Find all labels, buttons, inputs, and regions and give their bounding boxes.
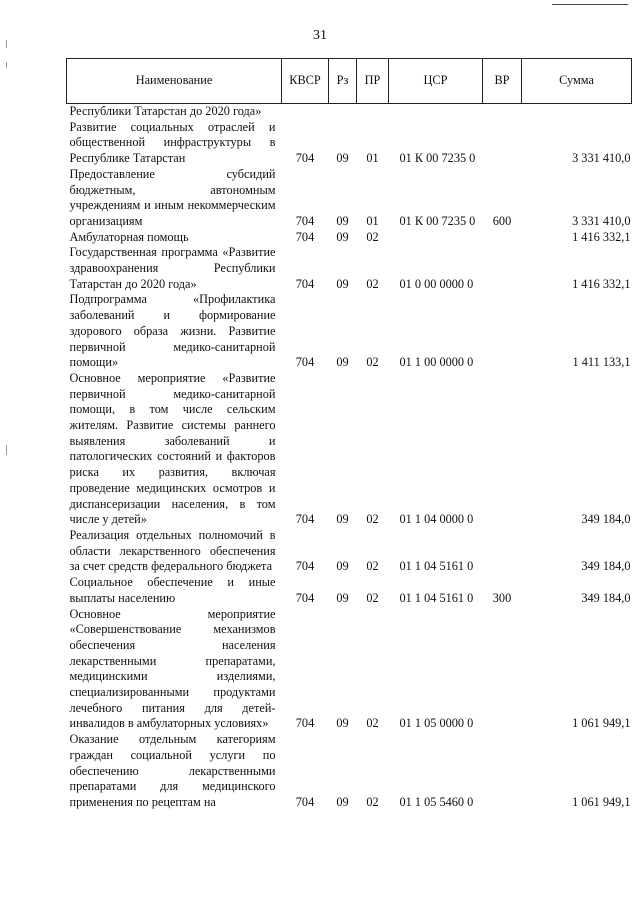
cell-rz: 09 xyxy=(336,151,349,166)
table-row xyxy=(67,104,632,120)
cell-vr xyxy=(483,528,522,575)
cell-pr: 01 xyxy=(366,213,379,228)
cell-csr: 01 0 00 0000 0 xyxy=(399,276,474,291)
scan-edge-mark xyxy=(6,62,7,68)
cell-sum: 1 411 133,1 xyxy=(572,355,631,370)
cell-rz: 09 xyxy=(336,512,349,527)
cell-sum: 1 061 949,1 xyxy=(572,716,631,731)
cell-name: Республики Татарстан до 2020 года» xyxy=(69,104,262,118)
cell-vr: 300 xyxy=(492,590,512,605)
col-header-sum: Сумма xyxy=(522,59,632,104)
cell-kvsr: 704 xyxy=(295,276,315,291)
cell-pr: 02 xyxy=(366,276,379,291)
cell-rz xyxy=(329,104,357,120)
cell-pr: 02 xyxy=(366,229,379,244)
col-header-kvsr: КВСР xyxy=(282,59,329,104)
cell-kvsr: 704 xyxy=(295,355,315,370)
page-number: 31 xyxy=(313,28,327,43)
col-header-rz: Рз xyxy=(329,59,357,104)
col-header-csr: ЦСР xyxy=(389,59,483,104)
cell-kvsr xyxy=(282,104,329,120)
cell-sum: 1 416 332,1 xyxy=(572,229,631,244)
corner-rule xyxy=(552,4,628,5)
cell-sum: 3 331 410,0 xyxy=(572,151,631,166)
cell-rz: 09 xyxy=(336,559,349,574)
cell-rz: 09 xyxy=(336,276,349,291)
cell-rz: 09 xyxy=(336,213,349,228)
cell-csr: 01 1 04 5161 0 xyxy=(399,559,474,574)
cell-kvsr: 704 xyxy=(295,512,315,527)
cell-kvsr: 704 xyxy=(295,151,315,166)
cell-kvsr: 704 xyxy=(295,229,315,244)
cell-name: Предоставление субсидий бюджетным, автономным учреждениям и иным некоммерческим организациям xyxy=(69,166,276,228)
cell-rz: 09 xyxy=(336,590,349,605)
cell-pr: 02 xyxy=(366,716,379,731)
table-row xyxy=(67,732,632,811)
cell-name: Государственная программа «Развитие здравоохранения Республики Татарстан до 2020 года» xyxy=(69,245,276,291)
col-header-name: Наименование xyxy=(67,59,282,104)
table-row xyxy=(67,528,632,575)
cell-name: Развитие социальных отраслей и общественной инфраструктуры в Республике Татарстан xyxy=(69,119,276,166)
cell-kvsr: 704 xyxy=(295,716,315,731)
table-row xyxy=(67,607,632,733)
cell-csr: 01 1 00 0000 0 xyxy=(399,355,474,370)
header-row xyxy=(67,59,632,104)
cell-vr xyxy=(483,245,522,292)
cell-kvsr: 704 xyxy=(295,590,315,605)
cell-csr: 01 1 04 0000 0 xyxy=(399,512,474,527)
cell-sum xyxy=(522,104,632,120)
cell-csr: 01 1 05 0000 0 xyxy=(399,716,474,731)
budget-table xyxy=(66,58,632,811)
cell-name: Основное мероприятие «Развитие первичной медико-санитарной помощи, в том числе сельским жителям. Развитие системы раннего выявления заболеваний и патологических состояний и факторов риска их развития, включая проведение медицинских осмотров и диспансеризации населения, в том числе у детей» xyxy=(69,370,276,527)
table-body xyxy=(67,104,632,811)
cell-kvsr: 704 xyxy=(295,794,315,809)
cell-rz: 09 xyxy=(336,229,349,244)
cell-name: Реализация отдельных полномочий в области лекарственного обеспечения за счет средств федерального бюджета xyxy=(69,527,276,574)
table-row xyxy=(67,230,632,246)
cell-sum: 349 184,0 xyxy=(581,559,631,574)
cell-rz: 09 xyxy=(336,355,349,370)
col-header-vr: ВР xyxy=(483,59,522,104)
cell-sum: 349 184,0 xyxy=(581,512,631,527)
table-row xyxy=(67,292,632,371)
cell-name: Подпрограмма «Профилактика заболеваний и формирование здорового образа жизни. Развитие первичной медико-санитарной помощи» xyxy=(69,292,276,370)
cell-kvsr: 704 xyxy=(295,559,315,574)
table-row xyxy=(67,245,632,292)
cell-csr: 01 К 00 7235 0 xyxy=(399,151,476,166)
scan-edge-mark xyxy=(6,445,7,455)
cell-pr: 02 xyxy=(366,512,379,527)
cell-vr xyxy=(483,371,522,528)
cell-csr: 01 К 00 7235 0 xyxy=(399,213,476,228)
cell-csr: 01 1 04 5161 0 xyxy=(399,590,474,605)
cell-pr: 02 xyxy=(366,355,379,370)
cell-pr: 01 xyxy=(366,151,379,166)
cell-rz: 09 xyxy=(336,716,349,731)
cell-pr xyxy=(357,104,389,120)
cell-kvsr: 704 xyxy=(295,213,315,228)
table-row xyxy=(67,167,632,230)
cell-vr xyxy=(483,292,522,371)
cell-vr xyxy=(483,607,522,733)
cell-sum: 1 416 332,1 xyxy=(572,276,631,291)
cell-csr xyxy=(389,104,483,120)
table-row xyxy=(67,371,632,528)
cell-csr: 01 1 05 5460 0 xyxy=(399,794,474,809)
cell-name: Основное мероприятие «Совершенствование механизмов обеспечения населения лекарственными препаратами, медицинскими изделиями, специализированными продуктами лечебного питания для детей-инвалидов в амбулаторных условиях» xyxy=(69,606,276,731)
cell-name: Оказание отдельным категориям граждан социальной услуги по обеспечению лекарственными препаратами для медицинского применения по рецептам на xyxy=(69,732,276,809)
cell-vr: 600 xyxy=(492,213,512,228)
cell-sum: 1 061 949,1 xyxy=(572,794,631,809)
cell-name: Социальное обеспечение и иные выплаты населению xyxy=(69,575,276,605)
cell-rz: 09 xyxy=(336,794,349,809)
cell-vr xyxy=(483,120,522,167)
cell-vr xyxy=(483,732,522,811)
cell-sum: 3 331 410,0 xyxy=(572,213,631,228)
cell-vr xyxy=(483,230,522,246)
cell-pr: 02 xyxy=(366,590,379,605)
col-header-pr: ПР xyxy=(357,59,389,104)
table-row xyxy=(67,575,632,606)
cell-sum: 349 184,0 xyxy=(581,590,631,605)
cell-csr xyxy=(389,230,483,246)
cell-pr: 02 xyxy=(366,794,379,809)
cell-pr: 02 xyxy=(366,559,379,574)
table-row xyxy=(67,120,632,167)
cell-name: Амбулаторная помощь xyxy=(69,229,189,244)
cell-vr xyxy=(483,104,522,120)
